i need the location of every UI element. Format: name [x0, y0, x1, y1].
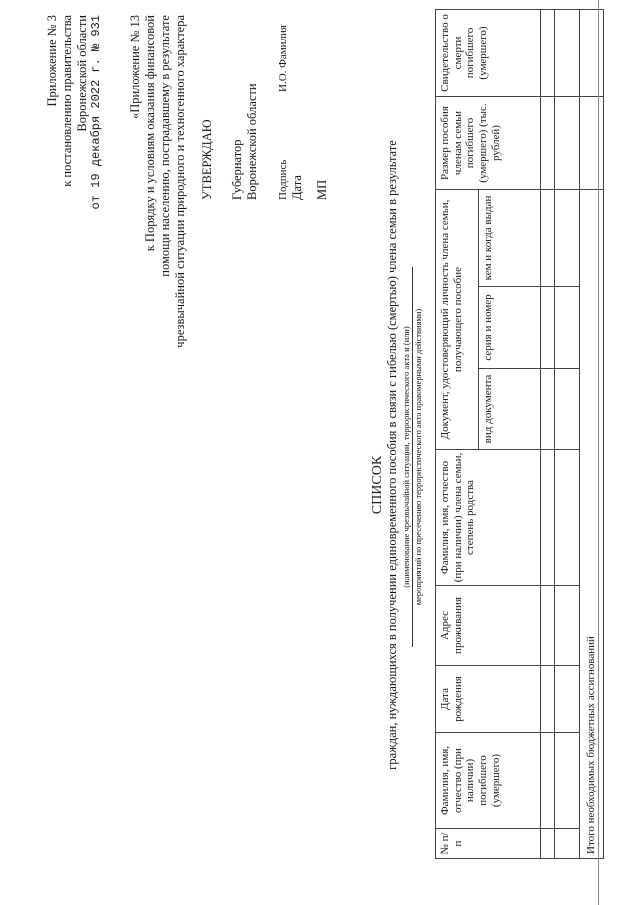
note-line1: (наименование чрезвычайной ситуации, террористического акта и (или): [401, 326, 411, 588]
header-address: Адрес проживания: [436, 586, 541, 666]
total-row: [580, 10, 604, 859]
header-allowance-amount: Размер пособия членам семьи погибшего (умершего) (тыс. рублей): [436, 97, 541, 190]
date-label: Дата: [290, 175, 304, 200]
beneficiaries-table: [435, 9, 604, 859]
fio-label: И.О. Фамилия: [277, 25, 289, 92]
header-deceased-name: Фамилия, имя, отчество (при наличии) погибшего (умершего): [436, 733, 541, 829]
approve-title: УТВЕРЖДАЮ: [200, 119, 214, 200]
table-row: [555, 10, 580, 859]
appendix-region: Воронежской области: [75, 15, 89, 132]
appendix-date: от 19 декабря 2022 г. № 931: [89, 15, 103, 210]
appendix13-line3: помощи населению, пострадавшему в результате: [158, 15, 172, 277]
header-doc-series: серия и номер: [479, 287, 541, 369]
total-label: Итого необходимых бюджетных ассигнований: [580, 190, 604, 859]
table-row: [541, 10, 555, 859]
seal-label: МП: [315, 179, 329, 200]
page-edge-line: [598, 0, 599, 905]
header-doc-issuer: кем и когда выдан: [479, 190, 541, 287]
header-family-member: Фамилия, имя, отчество (при наличии) члена семьи, степень родства: [436, 450, 541, 586]
header-identity-document: Документ, удостоверяющий личность члена семьи, получающего пособие: [436, 190, 479, 450]
header-birth-date: Дата рождения: [436, 666, 541, 733]
appendix13-label: «Приложение № 13: [128, 15, 142, 120]
governor-title: Губернатор: [230, 139, 244, 200]
governor-region: Воронежской области: [245, 83, 259, 200]
header-doc-type: вид документа: [479, 369, 541, 450]
appendix-label: Приложение № 3: [45, 15, 59, 107]
list-title: СПИСОК: [370, 455, 385, 515]
header-number: № п/п: [436, 829, 541, 859]
note-line2: мероприятий по пресечению террористического акта правомерными действиями): [413, 308, 423, 606]
header-death-certificate: Свидетельство о смерти погибшего (умершего): [436, 10, 541, 97]
appendix13-line2: к Порядку и условиям оказания финансовой: [143, 15, 157, 252]
appendix-decree: к постановлению правительства: [60, 15, 74, 187]
appendix13-line4: чрезвычайной ситуации природного и техногенного характера: [173, 15, 187, 348]
list-subtitle: граждан, нуждающихся в получении единовременного пособия в связи с гибелью (смертью) члена семьи в результате: [385, 140, 399, 770]
signature-label: Подпись: [277, 159, 289, 200]
